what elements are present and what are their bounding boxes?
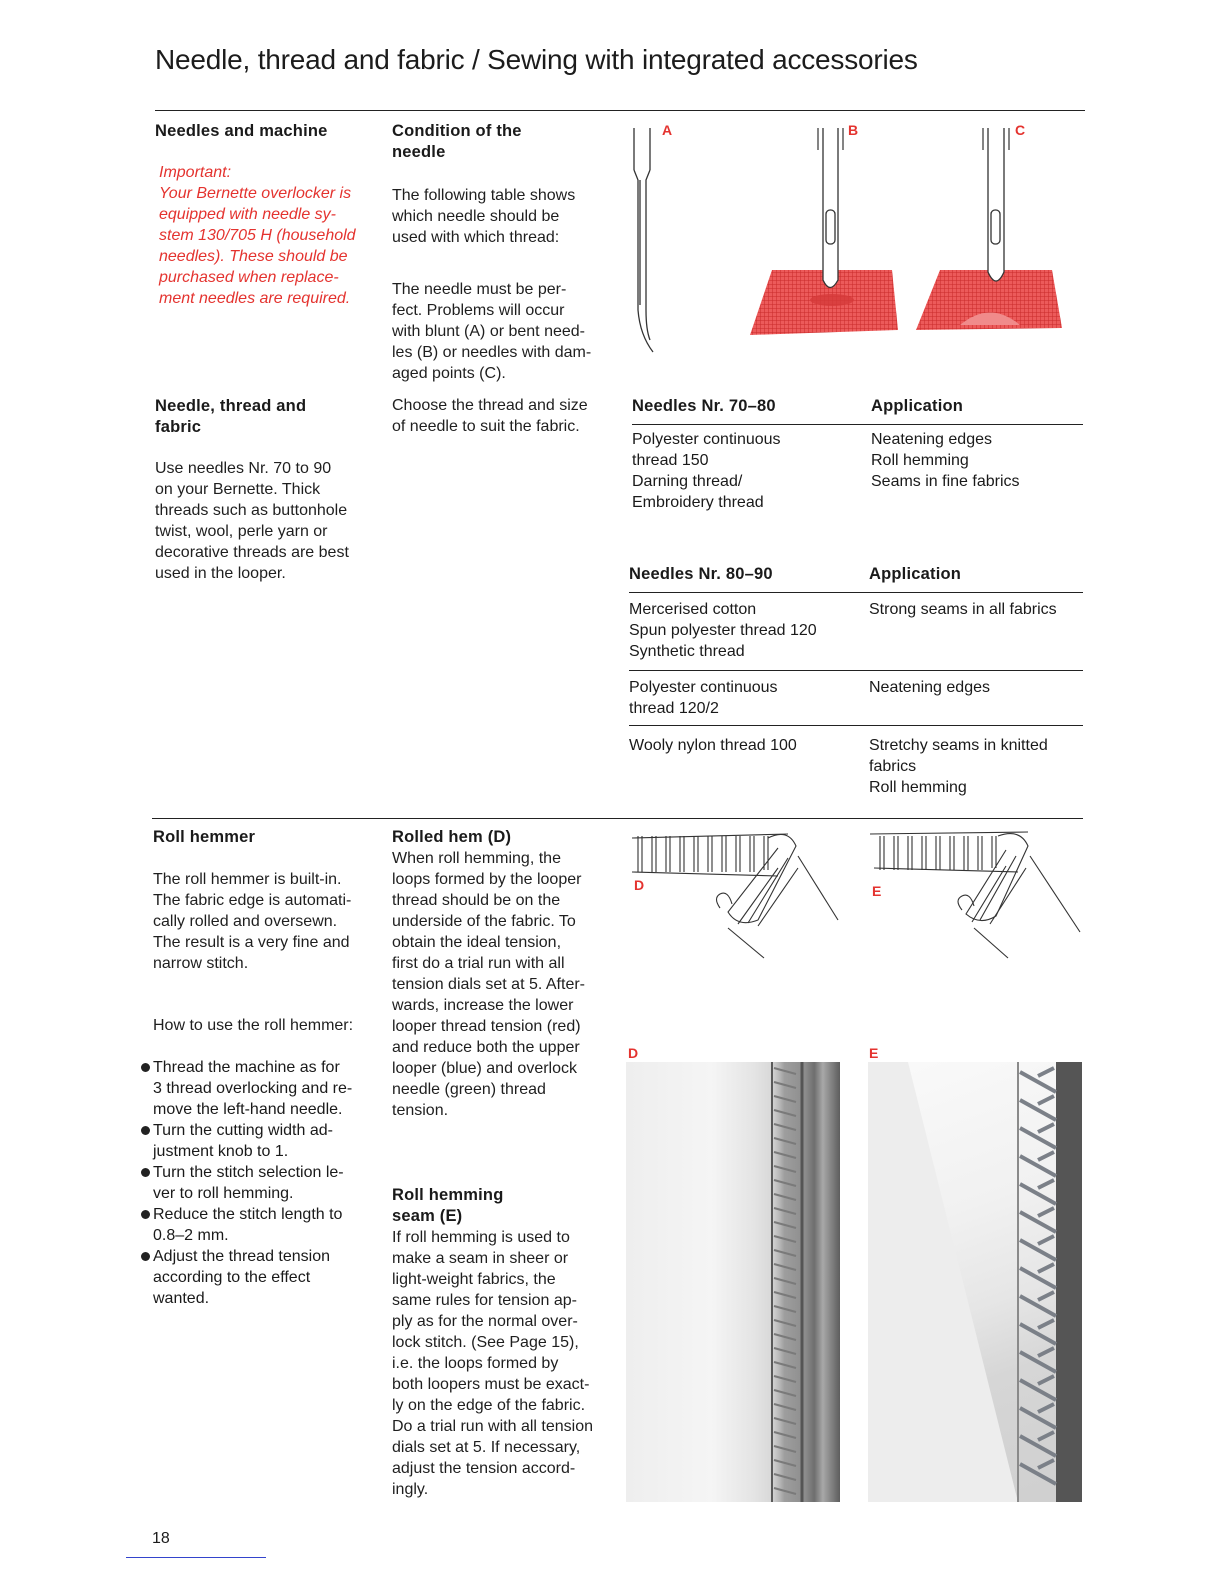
table1-col1-header: Needles Nr. 70–80 (632, 397, 776, 415)
roll-hemmer-steps (153, 1057, 378, 1309)
important-label: Important: (159, 164, 232, 181)
page-title: Needle, thread and fabric / Sewing with integrated accessories (155, 44, 918, 75)
rolled-hem-section (392, 827, 617, 1121)
needle-label-b: B (848, 122, 859, 138)
needle-thread-fabric-body: Use needles Nr. 70 to 90 on your Bernette. Thick threads such as buttonhole twist, wool, perle yarn or decorative threads are best used in the looper. (155, 460, 349, 582)
table2-col2-header: Application (869, 565, 962, 583)
rolled-hem-photo (626, 1062, 840, 1502)
condition-para-3: Choose the thread and size of needle to suit the fabric. (392, 397, 588, 435)
needle-thread-fabric-section (155, 396, 380, 584)
roll-hemmer-body: The roll hemmer is built-in. The fabric edge is automati- cally rolled and oversewn. The result is a very fine and narrow stitch. (153, 871, 352, 972)
roll-seam-section (392, 1185, 617, 1500)
table2-row-rule (629, 670, 1083, 671)
howto-label: How to use the roll hemmer: (153, 1017, 354, 1034)
needle-a-icon (634, 128, 653, 352)
table-row-application: Neatening edges (869, 679, 990, 696)
stitch-label-d: D (634, 877, 645, 893)
table1-col2-header: Application (871, 397, 964, 415)
table2-col1-header: Needles Nr. 80–90 (629, 565, 773, 583)
needle-figures (620, 120, 1085, 360)
bullet-icon (141, 1063, 150, 1072)
table-row: Polyester continuous thread 120/2 (629, 679, 778, 717)
condition-para-2: The needle must be per- fect. Problems will occur with blunt (A) or bent need- les (B) or needles with dam- aged points (C). (392, 281, 592, 382)
bullet-icon (141, 1126, 150, 1135)
stitch-label-e: E (872, 883, 882, 899)
rolled-hem-heading: Rolled hem (D) (392, 828, 512, 846)
list-item: Turn the cutting width ad- justment knob to 1. (153, 1120, 378, 1162)
table-row-application: Stretchy seams in knitted fabrics Roll hemming (869, 737, 1048, 796)
rolled-hem-body: When roll hemming, the loops formed by the looper thread should be on the underside of the fabric. To obtain the ideal tension, first do a trial run with all tension dials set at 5. After- wards, increase the lower looper thread tension (red) and reduce both the upper looper (blue) and overlock needle (green) thread tension. (392, 850, 585, 1119)
stitch-diagram-e-icon (870, 832, 1080, 958)
roll-seam-photo-stitches (868, 1062, 1082, 1502)
photo-label-d: D (628, 1045, 639, 1061)
needle-label-c: C (1015, 122, 1026, 138)
condition-section (392, 121, 617, 437)
roll-seam-photo (868, 1062, 1082, 1502)
table2-header-rule (629, 592, 1083, 593)
section-divider (152, 818, 1083, 819)
table1-header-rule (632, 424, 1083, 425)
condition-heading: Condition of the needle (392, 122, 522, 161)
roll-hemmer-heading: Roll hemmer (153, 828, 256, 846)
needles-machine-section (155, 121, 380, 309)
list-item: Adjust the thread tension according to the effect wanted. (153, 1246, 378, 1309)
stitch-diagram-d-icon (632, 834, 838, 958)
roll-seam-body: If roll hemming is used to make a seam in sheer or light-weight fabrics, the same rules for tension ap- ply as for the normal over- lock stitch. (See Page 15), i.e. the loops formed by both loopers must be exact- ly on the edge of the fabric. Do a trial run with all tension dials set at 5. If necessary, adjust the tension accord- ingly. (392, 1229, 593, 1498)
table-row: Mercerised cotton Spun polyester thread 120 Synthetic thread (629, 601, 817, 660)
condition-para-1: The following table shows which needle should be used with which thread: (392, 187, 576, 246)
footer-line (126, 1557, 266, 1558)
table-row-application: Neatening edges Roll hemming Seams in fine fabrics (871, 431, 1020, 490)
table-row: Wooly nylon thread 100 (629, 737, 797, 754)
roll-seam-heading: Roll hemming seam (E) (392, 1186, 504, 1225)
important-note: Your Bernette overlocker is equipped with needle sy- stem 130/705 H (household needles). These should be purchased when replace- ment needles are required. (159, 185, 356, 307)
table-row: Polyester continuous thread 150 Darning thread/ Embroidery thread (632, 431, 781, 511)
stitch-diagrams (628, 828, 1088, 963)
needle-b-icon (750, 128, 898, 335)
bullet-icon (141, 1168, 150, 1177)
table2-row-rule (629, 725, 1083, 726)
photo-label-e: E (869, 1045, 879, 1061)
roll-hemmer-section (153, 827, 378, 1309)
list-item: Turn the stitch selection le- ver to roll hemming. (153, 1162, 378, 1204)
needle-c-icon (916, 128, 1062, 330)
table-row-application: Strong seams in all fabrics (869, 601, 1057, 618)
needle-thread-fabric-heading: Needle, thread and fabric (155, 397, 307, 436)
rolled-hem-photo-stitches (626, 1062, 840, 1502)
needle-label-a: A (662, 122, 673, 138)
top-divider (155, 110, 1085, 111)
needles-machine-heading: Needles and machine (155, 122, 328, 140)
list-item: Reduce the stitch length to 0.8–2 mm. (153, 1204, 378, 1246)
page-number: 18 (152, 1530, 170, 1547)
bullet-icon (141, 1252, 150, 1261)
list-item: Thread the machine as for 3 thread overlocking and re- move the left-hand needle. (153, 1057, 378, 1120)
bullet-icon (141, 1210, 150, 1219)
